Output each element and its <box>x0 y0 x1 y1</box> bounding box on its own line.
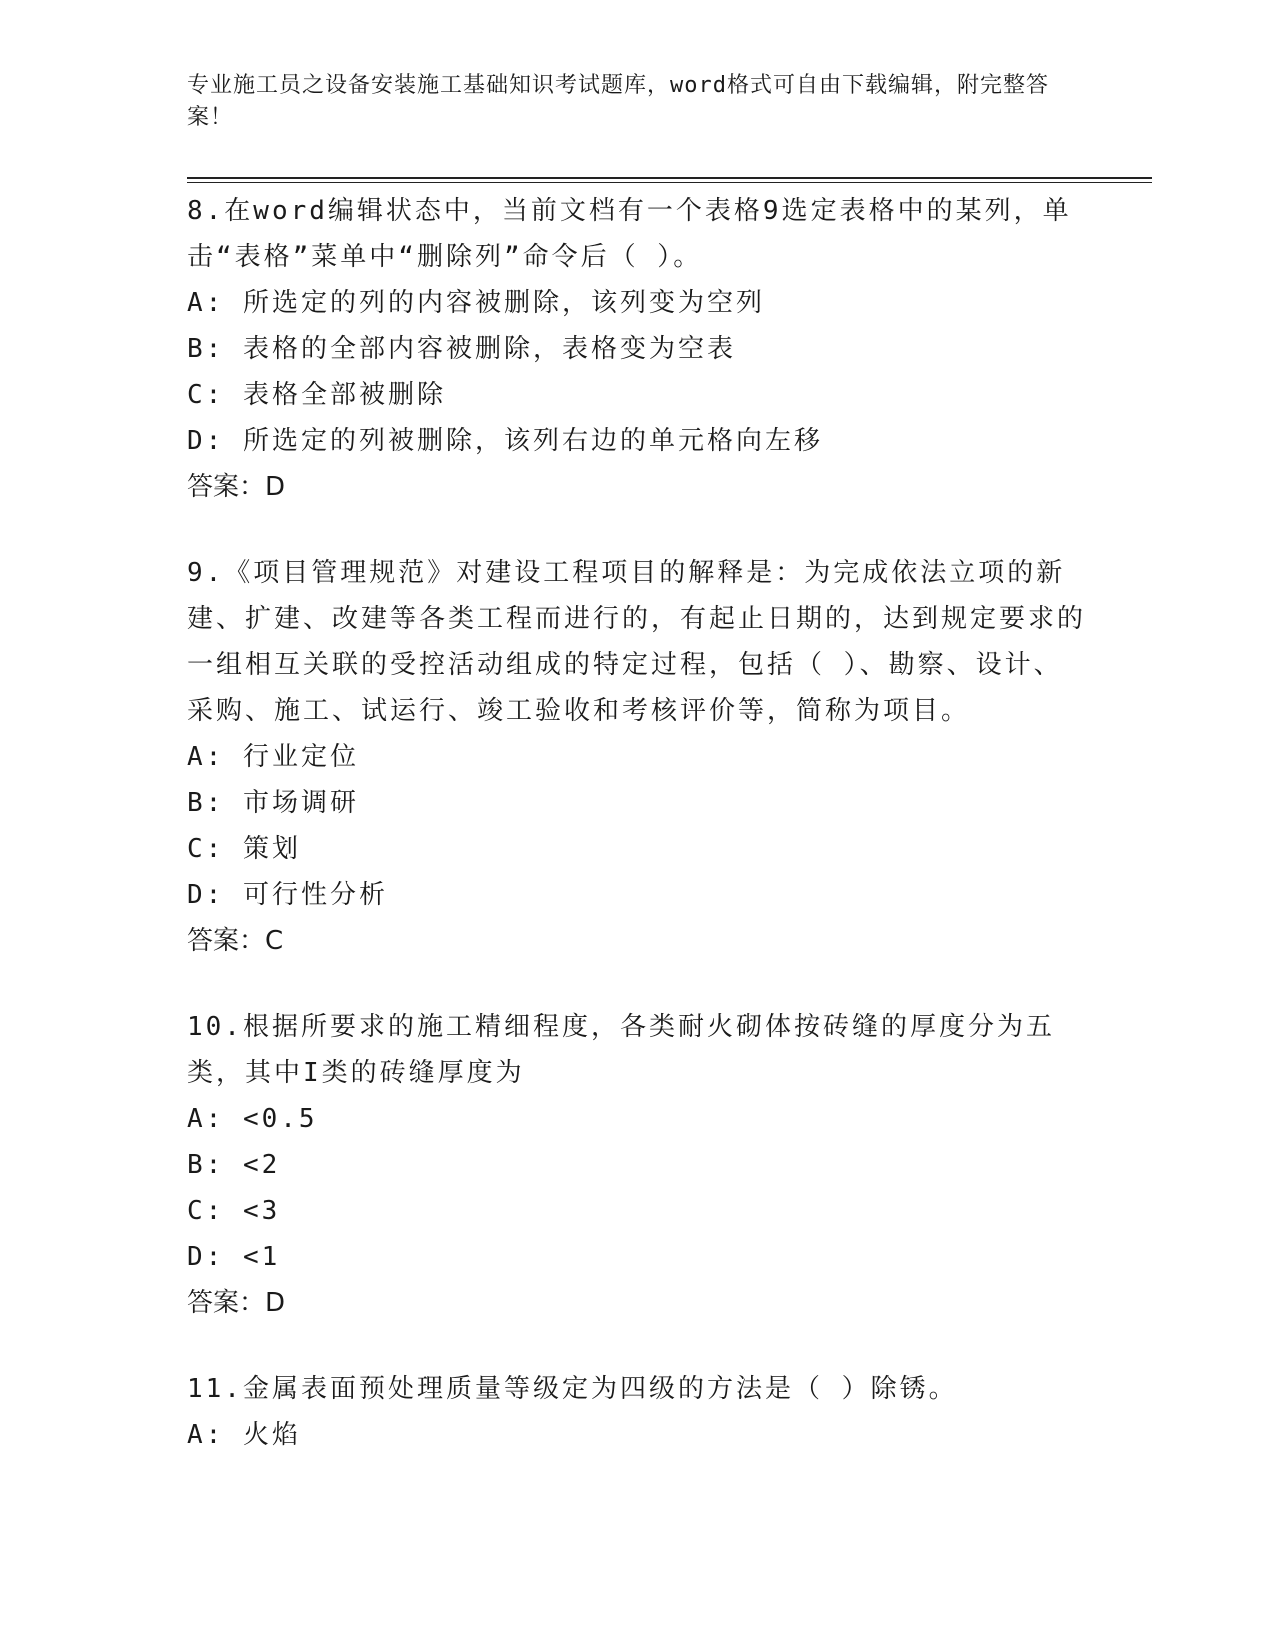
question-text: 10.根据所要求的施工精细程度，各类耐火砌体按砖缝的厚度分为五类，其中I类的砖缝厚度为 <box>187 1012 1055 1088</box>
question-10 <box>187 1004 1087 1326</box>
question-8 <box>187 188 1087 510</box>
document-header: 专业施工员之设备安装施工基础知识考试题库，word格式可自由下载编辑，附完整答案！ <box>187 73 1049 130</box>
option-a: A: 行业定位 <box>187 742 359 772</box>
option-a: A: 所选定的列的内容被删除，该列变为空列 <box>187 288 765 318</box>
question-11 <box>187 1366 1087 1458</box>
option-c: C: 表格全部被删除 <box>187 380 446 410</box>
answer: 答案：D <box>187 472 286 502</box>
option-b: B: <2 <box>187 1150 281 1180</box>
question-text: 8.在word编辑状态中，当前文档有一个表格9选定表格中的某列，单击“表格”菜单中“删除列”命令后（ ）。 <box>187 196 1072 272</box>
option-b: B: 表格的全部内容被删除，表格变为空表 <box>187 334 736 364</box>
answer: 答案：C <box>187 926 284 956</box>
question-text: 9.《项目管理规范》对建设工程项目的解释是：为完成依法立项的新建、扩建、改建等各类工程而进行的，有起止日期的，达到规定要求的一组相互关联的受控活动组成的特定过程，包括（ ）、勘察、设计、采购、施工、试运行、竣工验收和考核评价等，简称为项目。 <box>187 558 1087 726</box>
option-a: A: <0.5 <box>187 1104 318 1134</box>
option-a: A: 火焰 <box>187 1420 301 1450</box>
option-c: C: 策划 <box>187 834 301 864</box>
answer: 答案：D <box>187 1288 286 1318</box>
question-list <box>187 188 1087 1498</box>
header-rule-thin <box>187 182 1152 183</box>
header-rule-thick <box>187 177 1152 179</box>
question-9 <box>187 550 1087 964</box>
question-text: 11.金属表面预处理质量等级定为四级的方法是（ ）除锈。 <box>187 1374 958 1404</box>
option-d: D: 可行性分析 <box>187 880 388 910</box>
option-b: B: 市场调研 <box>187 788 359 818</box>
option-d: D: 所选定的列被删除，该列右边的单元格向左移 <box>187 426 823 456</box>
option-c: C: <3 <box>187 1196 281 1226</box>
option-d: D: <1 <box>187 1242 281 1272</box>
